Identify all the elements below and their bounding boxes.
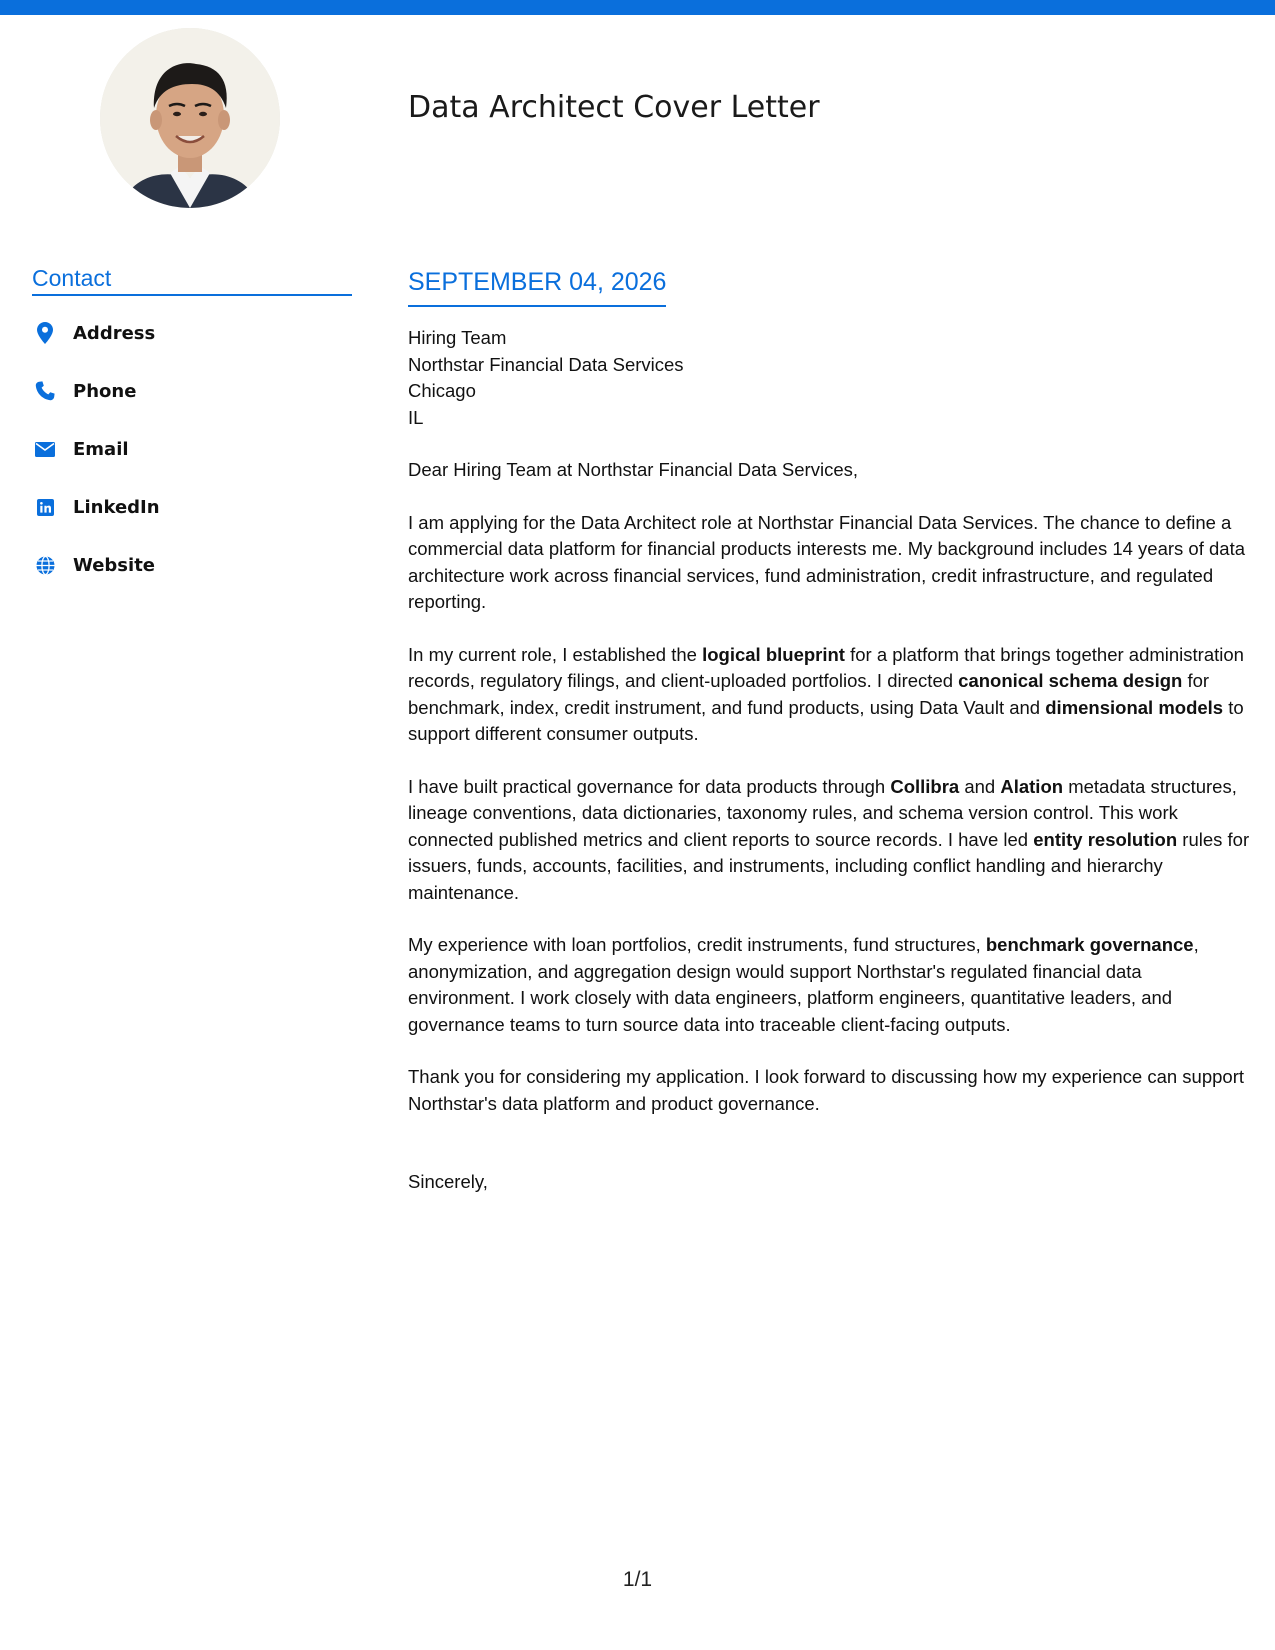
contact-item-linkedin bbox=[32, 478, 352, 536]
paragraph-text: for benchmark, index, credit instrument, and fund products, using Data Vault and bbox=[408, 670, 1210, 718]
contact-label: Address bbox=[73, 322, 156, 344]
envelope-icon bbox=[34, 438, 56, 460]
contact-sidebar bbox=[32, 265, 352, 594]
map-pin-icon bbox=[34, 322, 56, 344]
paragraph-current-role bbox=[408, 642, 1253, 748]
page-number: 1/1 bbox=[622, 1568, 653, 1591]
highlight-text: canonical schema design bbox=[958, 670, 1183, 691]
paragraph-text: , anonymization, and aggregation design would support Northstar's regulated financial data environment. I work closely with data engineers, platform engineers, quantitative leaders, and governance teams to turn source data into traceable client-facing outputs. bbox=[408, 934, 1199, 1035]
paragraph-text: and bbox=[959, 775, 1001, 797]
recipient-line: Northstar Financial Data Services bbox=[408, 353, 684, 375]
globe-icon bbox=[34, 554, 56, 576]
highlight-text: logical blueprint bbox=[702, 643, 845, 665]
paragraph-governance bbox=[408, 774, 1253, 907]
phone-icon bbox=[34, 380, 56, 402]
paragraph-experience bbox=[408, 932, 1253, 1038]
contact-label: Email bbox=[73, 438, 129, 460]
contact-label: Phone bbox=[73, 380, 137, 402]
contact-item-address bbox=[32, 304, 352, 362]
letter-date: SEPTEMBER 04, 2026 bbox=[408, 265, 666, 307]
highlight-text: Collibra bbox=[890, 775, 960, 797]
recipient-block bbox=[408, 325, 1253, 431]
paragraph-text: metadata structures, lineage conventions, data dictionaries, taxonomy rules, and schema version control. This work connected published metrics and client reports to source records. I have led bbox=[408, 775, 1237, 850]
salutation: Dear Hiring Team at Northstar Financial Data Services, bbox=[408, 459, 858, 480]
profile-photo bbox=[100, 28, 280, 208]
paragraph-text: My experience with loan portfolios, credit instruments, fund structures, bbox=[408, 934, 986, 955]
contact-label: LinkedIn bbox=[73, 496, 160, 518]
highlight-text: entity resolution bbox=[1033, 828, 1178, 850]
paragraph-text: for a platform that brings together administration records, regulatory filings, and client-uploaded portfolios. I directed bbox=[408, 643, 1244, 691]
contact-item-email bbox=[32, 420, 352, 478]
paragraph-text: rules for issuers, funds, accounts, facilities, and instruments, including conflict handling and hierarchy maintenance. bbox=[408, 828, 1250, 903]
linkedin-icon bbox=[34, 496, 56, 518]
paragraph-thanks: Thank you for considering my application. I look forward to discussing how my experience can support Northstar's data platform and product governance. bbox=[408, 1066, 1245, 1114]
paragraph-text: to support different consumer outputs. bbox=[408, 696, 1244, 744]
recipient-line: Chicago bbox=[408, 380, 476, 401]
contact-item-website bbox=[32, 536, 352, 594]
contact-item-phone bbox=[32, 362, 352, 420]
page-title: Data Architect Cover Letter bbox=[408, 90, 820, 125]
top-accent-bar bbox=[0, 0, 1275, 15]
highlight-text: benchmark governance bbox=[985, 934, 1194, 955]
letter-body bbox=[408, 265, 1253, 1196]
contact-heading: Contact bbox=[32, 265, 352, 296]
closing: Sincerely, bbox=[408, 1171, 488, 1192]
paragraph-intro: I am applying for the Data Architect role at Northstar Financial Data Services. The chance to define a commercial data platform for financial products interests me. My background includes 14 years of data architecture work across financial services, fund administration, credit infrastructure, and regulated reporting. bbox=[408, 511, 1246, 612]
highlight-text: Alation bbox=[1000, 775, 1064, 797]
contact-label: Website bbox=[73, 554, 156, 576]
paragraph-text: In my current role, I established the bbox=[408, 643, 703, 665]
recipient-line: IL bbox=[408, 406, 424, 428]
recipient-line: Hiring Team bbox=[408, 327, 507, 348]
highlight-text: dimensional models bbox=[1045, 696, 1224, 718]
paragraph-text: I have built practical governance for data products through bbox=[408, 775, 891, 797]
